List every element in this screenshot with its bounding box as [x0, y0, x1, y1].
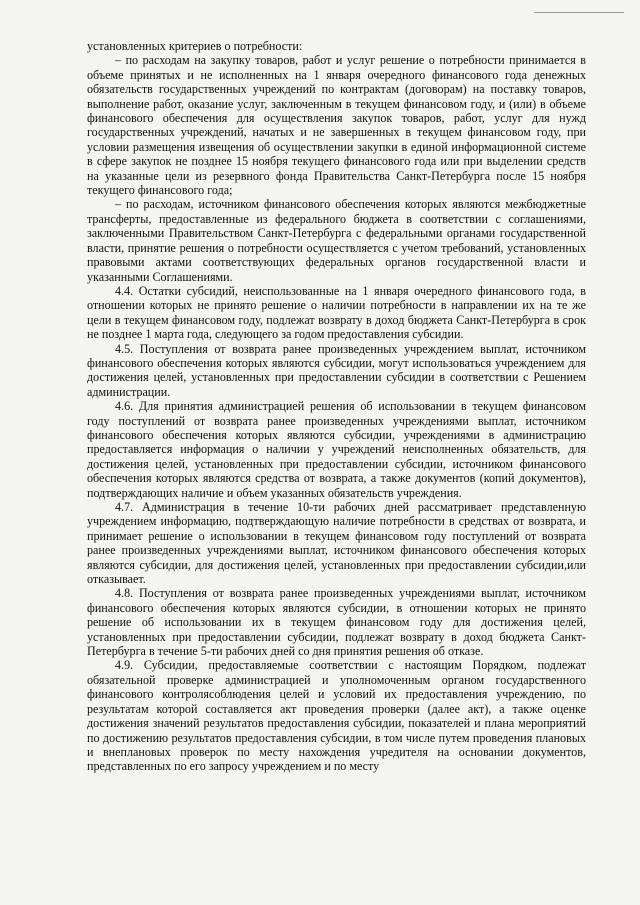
paragraph: 4.4. Остатки субсидий, неиспользованные на 1 января очередного финансового года, в отношении которых не принято решение о наличии потребности в направлении их на те же цели в текущем финансовом году, подлежат возврату в доход бюджета Санкт-Петербурга в срок не позднее 1 марта года, следующего за годом предоставления субсидии. — [87, 283, 586, 342]
paragraph: 4.6. Для принятия администрацией решения об использовании в текущем финансовом году поступлений от возврата ранее произведенных учреждениями выплат, источником финансового обеспечения которых являются субсидии, учреждениями в администрацию предоставляется информация о наличии у учреждений неисполненных обязательств, для достижения целей, установленных при предоставлении субсидии, источником финансового обеспечения которых являются средства от возврата, а также документов (копий документов), подтверждающих наличие и объем указанных обязательств учреждения. — [87, 399, 586, 500]
paragraph: 4.8. Поступления от возврата ранее произведенных учреждениями выплат, источником финансового обеспечения которых являются субсидии, в отношении которых не принято решение об использовании их в текущем финансовом году для достижения целей, установленных при предоставлении субсидии, подлежат возврату в доход бюджета Санкт-Петербурга в течение 5-ти рабочих дней со дня принятия решения об отказе. — [87, 586, 586, 659]
paragraph: – по расходам на закупку товаров, работ и услуг решение о потребности принимается в объеме принятых и не исполненных на 1 января очередного финансового года денежных обязательств государственных учреждений по контрактам (договорам) на поставку товаров, выполнение работ, оказание услуг, заключенным в текущем финансовом году, и (или) в объеме финансового обеспечения для осуществления закупок товаров, работ, услуг для нужд государственных учреждений, начатых и не завершенных в текущем финансовом году, при условии размещения извещения об осуществлении закупки в единой информационной системе в сфере закупок не позднее 15 ноября текущего финансового года или при выделении средств на указанные цели из резервного фонда Правительства Санкт-Петербурга после 15 ноября текущего финансового года; — [87, 53, 586, 198]
paragraph: 4.9. Субсидии, предоставляемые соответствии с настоящим Порядком, подлежат обязательной проверке администрацией и уполномоченным органом государственного финансового контролясоблюдения целей и условий их предоставления учреждению, по результатам которой составляется акт проведения проверки (далее акт), а также оценке достижения значений результатов предоставления субсидии, показателей и плана мероприятий по достижению результатов предоставления субсидии, в том числе путем проведения плановых и внеплановых проверок по месту нахождения учредителя на основании документов, представленных по его запросу учреждением и по месту — [87, 658, 586, 774]
paragraph: – по расходам, источником финансового обеспечения которых являются межбюджетные трансферты, предоставленные из федерального бюджета в соответствии с соглашениями, заключенными Правительством Санкт-Петербурга с федеральными органами государственной власти, принятие решения о потребности осуществляется с учетом требований, установленных правовыми актами соответствующих федеральных органов государственной власти и указанными Соглашениями. — [87, 197, 586, 284]
scan-artifact-line — [534, 12, 624, 13]
paragraph: установленных критериев о потребности: — [87, 39, 303, 53]
paragraph: 4.7. Администрация в течение 10-ти рабочих дней рассматривает представленную учреждением информацию, подтверждающую наличие потребности в средствах от возврата, и принимает решение о использовании в текущем финансовом году поступлений от возврата ранее произведенных учреждениями выплат, источником финансового обеспечения которых являются субсидии, для достижения целей, установленных при предоставлении субсидии,или отказывает. — [87, 500, 586, 587]
paragraph: 4.5. Поступления от возврата ранее произведенных учреждением выплат, источником финансового обеспечения которых являются субсидии, могут использоваться учреждением для достижения целей, установленных при предоставлении субсидии в соответствии с Решением администрации. — [87, 341, 586, 399]
document-body — [87, 39, 586, 774]
